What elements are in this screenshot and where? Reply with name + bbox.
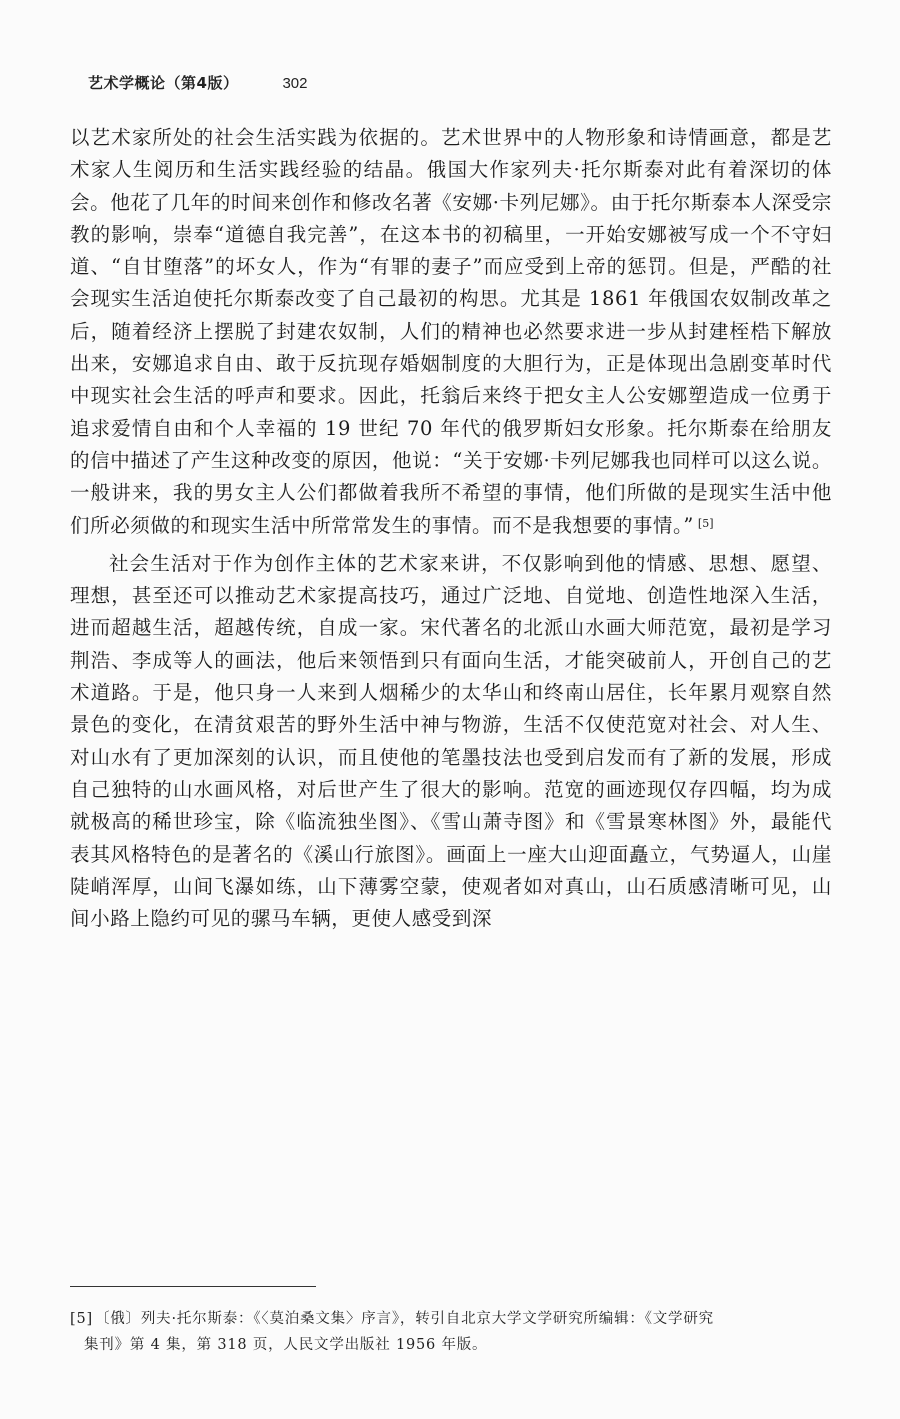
paragraph-2: 社会生活对于作为创作主体的艺术家来讲，不仅影响到他的情感、思想、愿望、理想，甚至还可以推动艺术家提高技巧，通过广泛地、自觉地、创造性地深入生活，进而超越生活，超越传统，自成一家。宋代著名的北派山水画大师范宽，最初是学习荆浩、李成等人的画法，他后来领悟到只有面向生活，才能突破前人，开创自己的艺术道路。于是，他只身一人来到人烟稀少的太华山和终南山居住，长年累月观察自然景色的变化，在清贫艰苦的野外生活中神与物游，生活不仅使范宽对社会、对人生、对山水有了更加深刻的认识，而且使他的笔墨技法也受到启发而有了新的发展，形成自己独特的山水画风格，对后世产生了很大的影响。范宽的画迹现仅存四幅，均为成就极高的稀世珍宝，除《临流独坐图》、《雪山萧寺图》和《雪景寒林图》外，最能代表其风格特色的是著名的《溪山行旅图》。画面上一座大山迎面矗立，气势逼人，山崖陡峭浑厚，山间飞瀑如练，山下薄雾空蒙，使观者如对真山，山石质感清晰可见，山间小路上隐约可见的骡马车辆，更使人感受到深 bbox=[70, 551, 832, 931]
paragraph-1 bbox=[70, 122, 832, 542]
paragraph-1-text: 以艺术家所处的社会生活实践为依据的。艺术世界中的人物形象和诗情画意，都是艺术家人生阅历和生活实践经验的结晶。俄国大作家列夫·托尔斯泰对此有着深切的体会。他花了几年的时间来创作和修改名著《安娜·卡列尼娜》。由于托尔斯泰本人深受宗教的影响，崇奉“道德自我完善”，在这本书的初稿里，一开始安娜被写成一个不守妇道、“自甘堕落”的坏女人，作为“有罪的妻子”而应受到上帝的惩罚。但是，严酷的社会现实生活迫使托尔斯泰改变了自己最初的构思。尤其是 1861 年俄国农奴制改革之后，随着经济上摆脱了封建农奴制，人们的精神也必然要求进一步从封建桎梏下解放出来，安娜追求自由、敢于反抗现存婚姻制度的大胆行为，正是体现出急剧变革时代中现实社会生活的呼声和要求。因此，托翁后来终于把女主人公安娜塑造成一位勇于追求爱情自由和个人幸福的 19 世纪 70 年代的俄罗斯妇女形象。托尔斯泰在给朋友的信中描述了产生这种改变的原因，他说：“关于安娜·卡列尼娜我也同样可以这么说。一般讲来，我的男女主人公们都做着我所不希望的事情，他们所做的是现实生活中他们所必须做的和现实生活中所常常发生的事情。而不是我想要的事情。” bbox=[70, 126, 832, 537]
footnote-divider bbox=[70, 1286, 316, 1287]
page-number: 302 bbox=[282, 75, 308, 92]
book-title: 艺术学概论（第4版） bbox=[88, 74, 239, 92]
running-header bbox=[88, 72, 307, 100]
footnote bbox=[70, 1306, 810, 1358]
footnote-reference[interactable]: [5] bbox=[697, 516, 714, 530]
body-text bbox=[70, 122, 832, 935]
footnote-line-2: 集刊》第 4 集，第 318 页，人民文学出版社 1956 年版。 bbox=[84, 1337, 488, 1353]
footnote-marker: [5] bbox=[70, 1311, 93, 1327]
footnote-line-1: 〔俄〕列夫·托尔斯泰：《〈莫泊桑文集〉序言》，转引自北京大学文学研究所编辑：《文学研究 bbox=[94, 1311, 714, 1327]
